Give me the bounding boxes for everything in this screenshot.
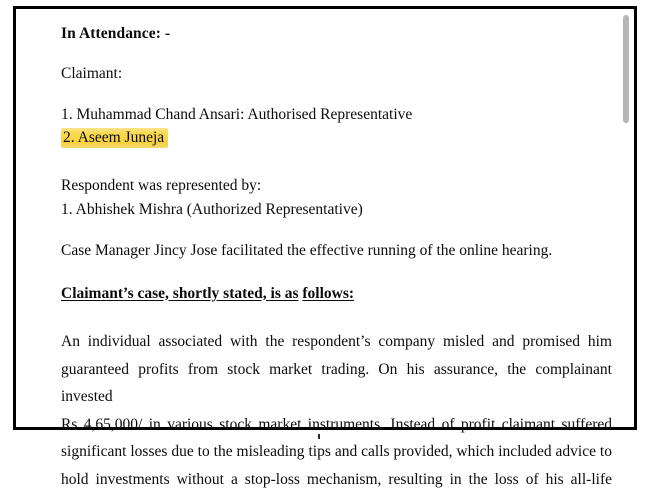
vertical-scrollbar-track[interactable]: [620, 9, 632, 427]
case-manager-note: Case Manager Jincy Jose facilitated the effective running of the online hearing.: [61, 243, 612, 259]
vertical-scrollbar-thumb[interactable]: [623, 15, 629, 123]
paragraph-line: hold investments without a stop-loss mechanism, resulting in the loss of his all-life: [61, 466, 612, 493]
claimant-case-heading: [61, 286, 612, 302]
claimant-case-heading-part-2: follows:: [302, 285, 354, 302]
paragraph-line: Rs 4,65,000/ in various stock market instruments. Instead of profit claimant suffered: [61, 411, 612, 439]
paragraph-line: An individual associated with the respondent’s company misled and promised him: [61, 328, 612, 356]
document-page-viewport: [13, 6, 637, 430]
respondent-representative-1: 1. Abhishek Mishra (Authorized Representative): [61, 202, 612, 218]
claimant-representative-1: 1. Muhammad Chand Ansari: Authorised Representative: [61, 107, 612, 123]
claimant-label: Claimant:: [61, 66, 612, 82]
page-bottom-artifact-mark: [318, 434, 320, 439]
claimant-case-paragraph: [61, 328, 612, 493]
paragraph-line: significant losses due to the misleading tips and calls provided, which included advice to: [61, 438, 612, 466]
claimant-representative-2-highlighted: 2. Aseem Juneja: [61, 128, 168, 149]
document-text-body: [16, 9, 634, 427]
paragraph-line: guaranteed profits from stock market trading. On his assurance, the complainant invested: [61, 356, 612, 411]
claimant-representative-2-row: [61, 123, 612, 149]
attendance-heading: In Attendance: -: [61, 26, 612, 42]
respondent-label: Respondent was represented by:: [61, 178, 612, 194]
claimant-case-heading-part-1: Claimant’s case, shortly stated, is as: [61, 285, 299, 302]
